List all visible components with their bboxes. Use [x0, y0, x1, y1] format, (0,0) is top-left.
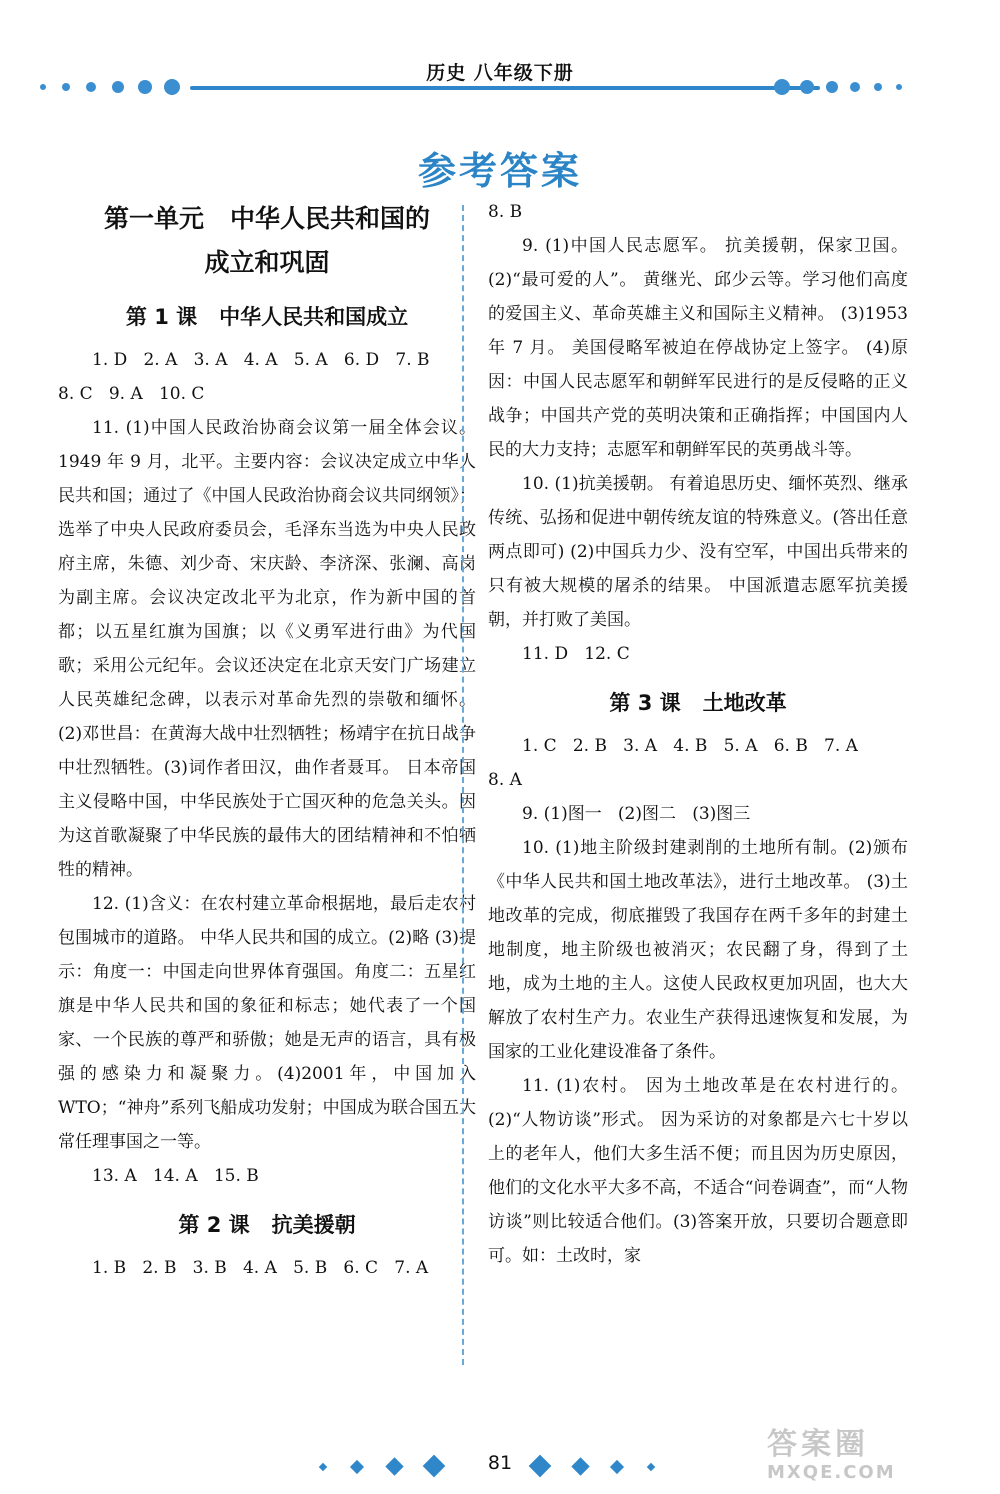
answer-line: 1. C 2. B 3. A 4. B 5. A 6. B 7. A: [522, 736, 858, 756]
answer-line: 1. B 2. B 3. B 4. A 5. B 6. C 7. A: [92, 1258, 429, 1278]
column-divider: [462, 205, 464, 1365]
answer-line: 8. B: [488, 202, 523, 222]
page-footer: [300, 1452, 700, 1482]
answer-paragraph: 11. (1)农村。 因为土地改革是在农村进行的。 (2)“人物访谈”形式。 因为采访的对象都是六七十岁以上的老年人，他们大多生活不便；而且因为历史原因，他们的文化水平大多不高，不适合“问卷调查”，而“人物访谈”则比较适合他们。(3)答案开放，只要切合题意即可。如：土改时，家: [488, 1076, 908, 1266]
answer-paragraph: 10. (1)抗美援朝。 有着追思历史、缅怀英烈、继承传统、弘扬和促进中朝传统友谊的特殊意义。(答出任意两点即可) (2)中国兵力少、没有空军，中国出兵带来的只有被大规模的屠杀的结果。 中国派遣志愿军抗美援朝，并打败了美国。: [488, 474, 908, 630]
watermark-text: 答案圈: [767, 1427, 869, 1462]
lesson-3-title: 第 3 课 土地改革: [609, 691, 787, 715]
unit-title-line1: 第一单元 中华人民共和国的: [103, 204, 431, 233]
unit-title-line2: 成立和巩固: [204, 248, 330, 277]
header-title: 历史 八年级下册: [426, 62, 574, 84]
page-title: 参考答案: [417, 149, 582, 193]
answer-paragraph: 9. (1)中国人民志愿军。 抗美援朝，保家卫国。 (2)“最可爱的人”。 黄继光、邱少云等。学习他们高度的爱国主义、革命英雄主义和国际主义精神。 (3)1953 年 7 月。 美国侵略军被迫在停战协定上签字。 (4)原因：中国人民志愿军和朝鲜军民进行的是反侵略的正义战争；中国共产党的英明决策和正确指挥；中国国内人民的大力支持；志愿军和朝鲜军民的英勇战斗等。: [488, 236, 908, 460]
running-header: [40, 58, 960, 98]
answer-line: 8. A: [488, 770, 522, 790]
header-rule: [190, 86, 820, 90]
watermark-url: MXQE.COM: [767, 1462, 896, 1483]
answer-paragraph: 11. (1)中国人民政治协商会议第一届全体会议。1949 年 9 月，北平。主要内容：会议决定成立中华人民共和国；通过了《中国人民政治协商会议共同纲领》；选举了中央人民政府委员会，毛泽东当选为中央人民政府主席，朱德、刘少奇、宋庆龄、李济深、张澜、高岗为副主席。会议决定改北平为北京，作为新中国的首都；以五星红旗为国旗；以《义勇军进行曲》为代国歌；采用公元纪年。会议还决定在北京天安门广场建立人民英雄纪念碑，以表示对革命先烈的崇敬和缅怀。 (2)邓世昌：在黄海大战中壮烈牺牲；杨靖宇在抗日战争中壮烈牺牲。(3)词作者田汉，曲作者聂耳。 日本帝国主义侵略中国，中华民族处于亡国灭种的危急关头。因为这首歌凝聚了中华民族的最伟大的团结精神和不怕牺牲的精神。: [58, 418, 476, 880]
answer-paragraph: 12. (1)含义：在农村建立革命根据地，最后走农村包围城市的道路。 中华人民共和国的成立。(2)略 (3)提示：角度一：中国走向世界体育强国。角度二：五星红旗是中华人民共和国的象征和标志；她代表了一个国家、一个民族的尊严和骄傲；她是无声的语言，具有极强的感染力和凝聚力。(4)2001年，中国加入 WTO；“神舟”系列飞船成功发射；中国成为联合国五大常任理事国之一等。: [58, 894, 476, 1152]
right-column: [488, 195, 908, 1273]
answer-line: 13. A 14. A 15. B: [92, 1166, 259, 1186]
lesson-2-title: 第 2 课 抗美援朝: [178, 1213, 356, 1237]
answer-line: 9. (1)图一 (2)图二 (3)图三: [522, 804, 751, 824]
answer-line: 8. C 9. A 10. C: [58, 384, 205, 404]
page-number: 81: [487, 1452, 513, 1474]
left-column: [58, 195, 476, 1285]
answer-line: 1. D 2. A 3. A 4. A 5. A 6. D 7. B: [92, 350, 430, 370]
unit-title: [58, 197, 476, 285]
answer-paragraph: 10. (1)地主阶级封建剥削的土地所有制。(2)颁布《中华人民共和国土地改革法》，进行土地改革。 (3)土地改革的完成，彻底摧毁了我国存在两千多年的封建土地制度，地主阶级也被消灭；农民翻了身，得到了土地，成为土地的主人。这使人民政权更加巩固，也大大解放了农村生产力。农业生产获得迅速恢复和发展，为国家的工业化建设准备了条件。: [488, 838, 908, 1062]
answer-line: 11. D 12. C: [522, 644, 630, 664]
watermark-logo: [767, 1428, 982, 1488]
lesson-1-title: 第 1 课 中华人民共和国成立: [125, 305, 409, 329]
